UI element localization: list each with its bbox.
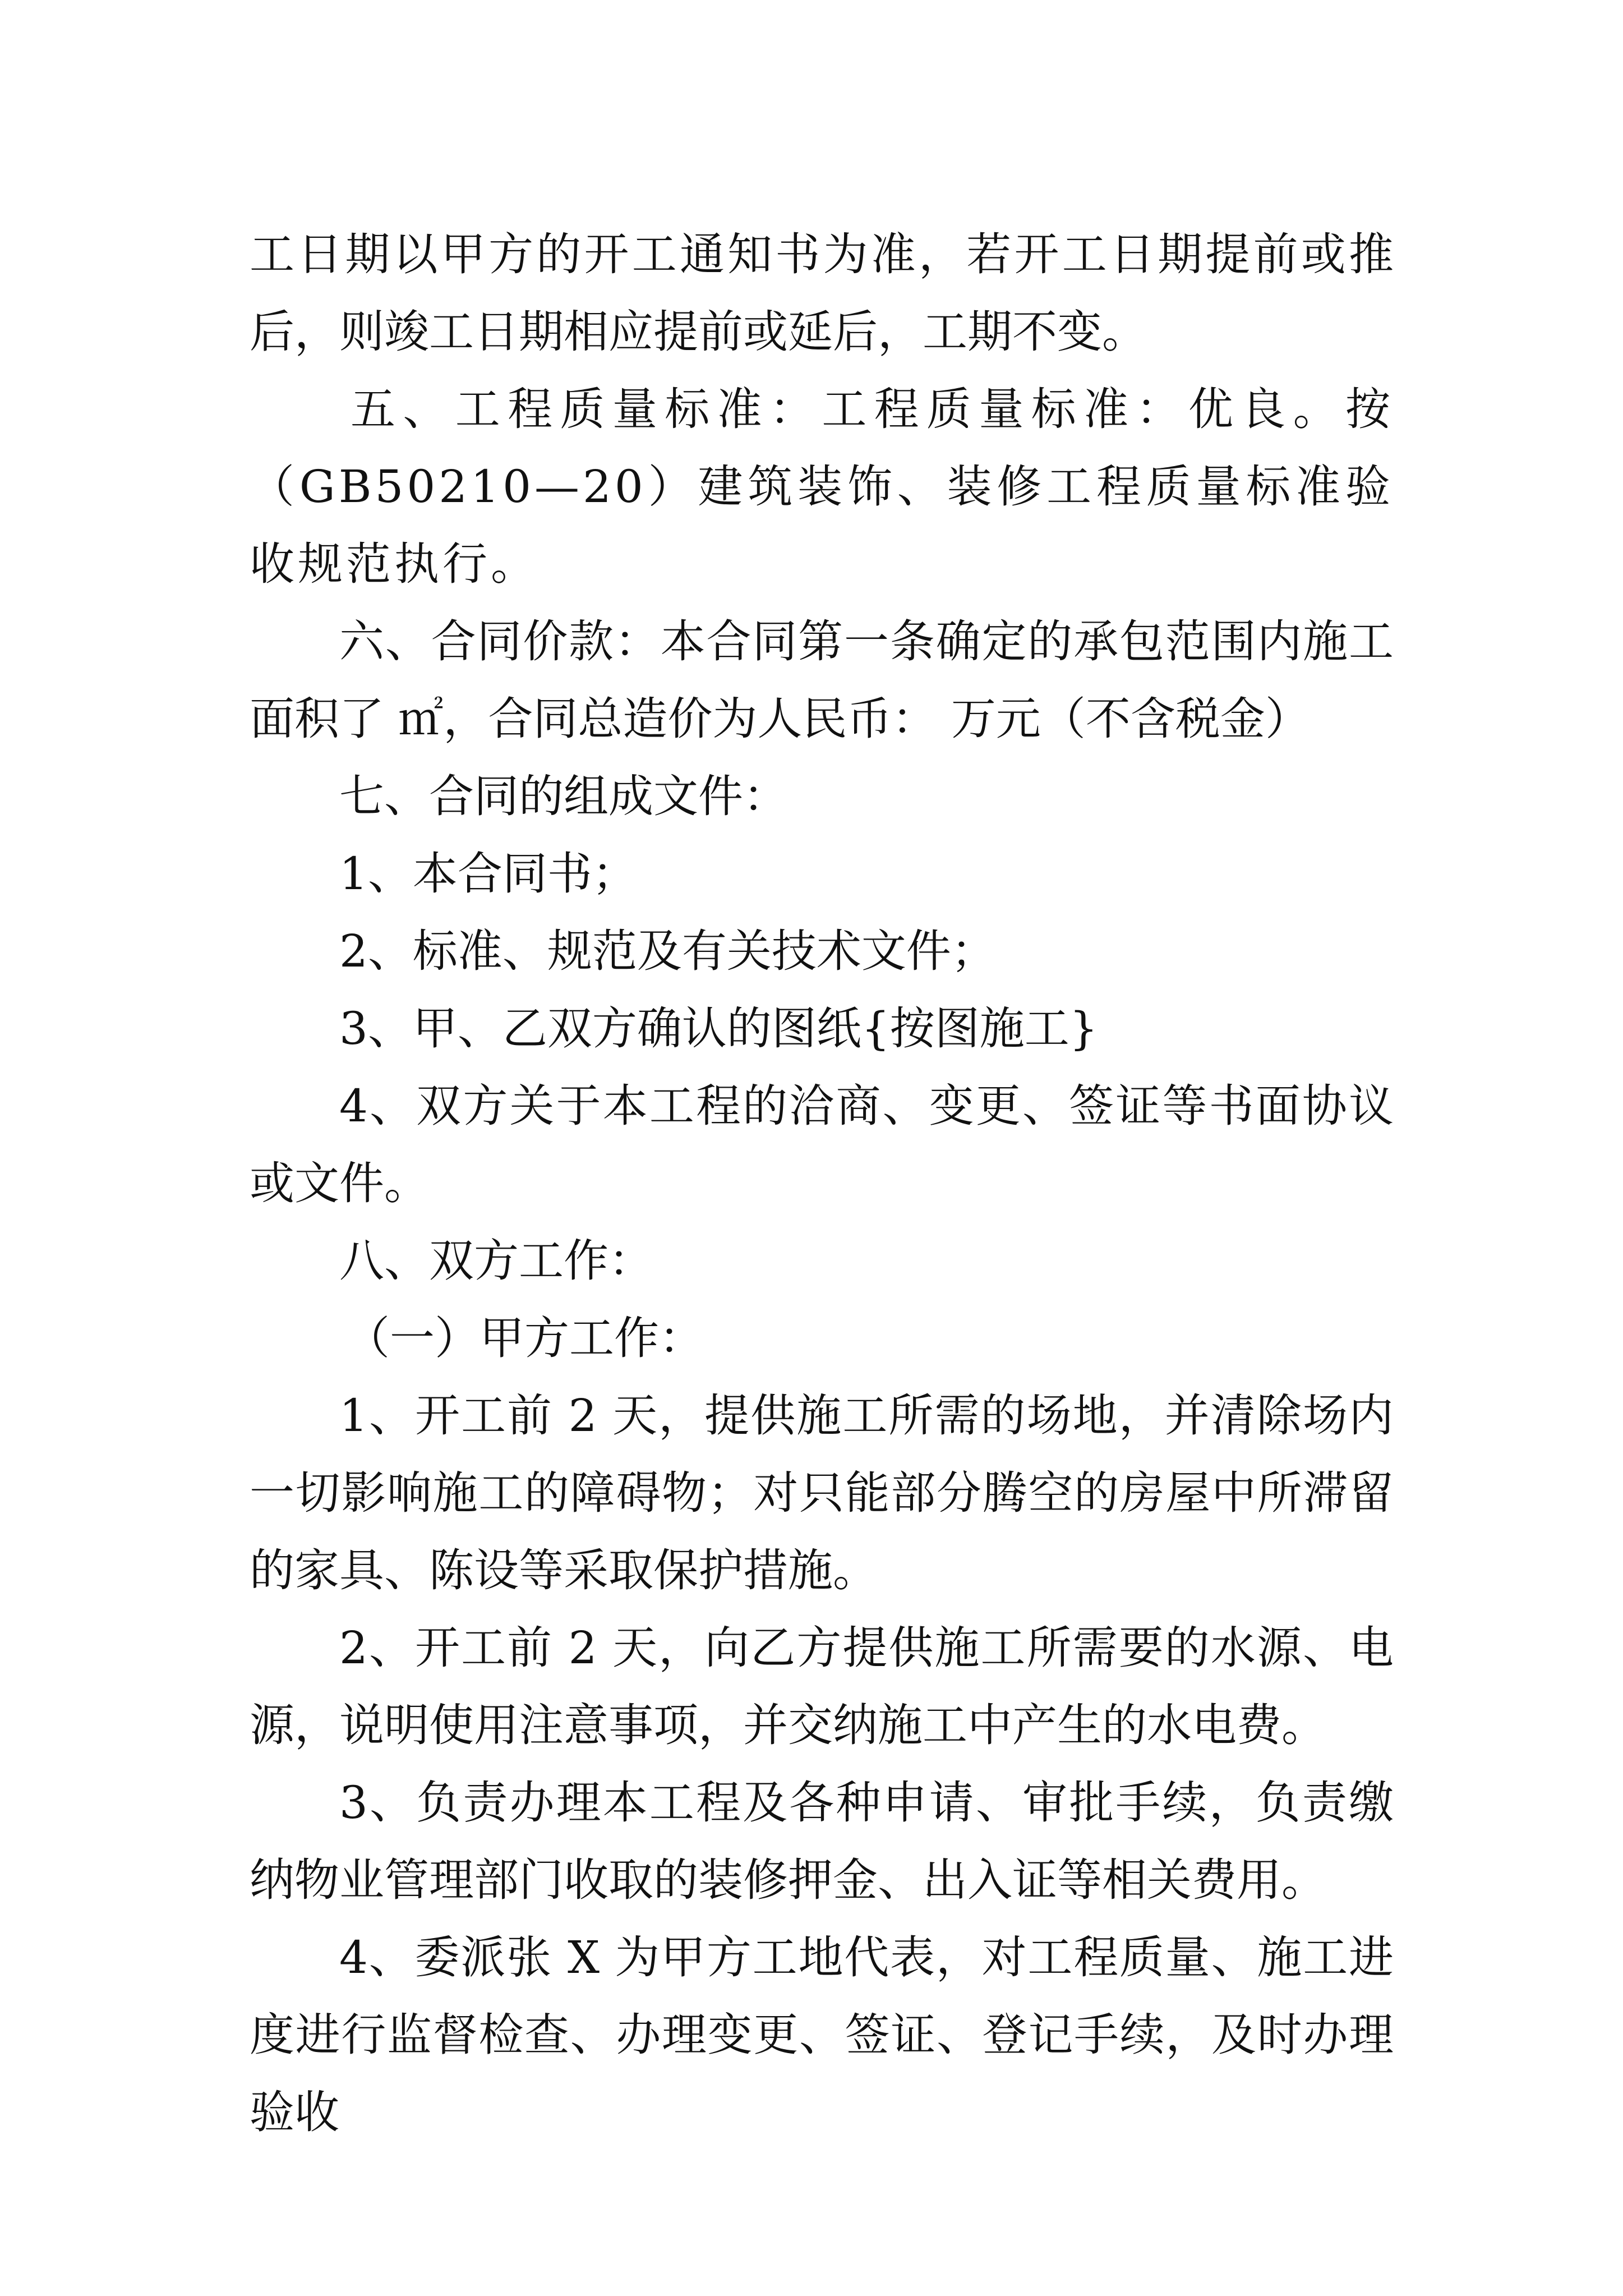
paragraph-contract-price: 六、合同价款：本合同第一条确定的承包范围内施工面积了 ㎡，合同总造价为人民币： 万元（不含税金）	[250, 615, 1394, 745]
paragraph-completion-date: 工日期以甲方的开工通知书为准，若开工日期提前或推后，则竣工日期相应提前或延后，工期不变。	[250, 228, 1394, 358]
party-a-duty-1: 1、开工前 2 天，提供施工所需的场地，并清除场内一切影响施工的障碍物；对只能部分腾空的房屋中所滞留的家具、陈设等采取保护措施。	[250, 1389, 1394, 1596]
party-a-duty-4: 4、委派张 X 为甲方工地代表，对工程质量、施工进度进行监督检查、办理变更、签证、登记手续，及时办理验收	[250, 1931, 1394, 2138]
paragraph-quality-standard: 五、工程质量标准：工程质量标准：优良。按（GB50210—20）建筑装饰、装修工程质量标准验收规范执行。	[250, 383, 1394, 590]
list-item-agreements: 4、双方关于本工程的洽商、变更、签证等书面协议或文件。	[250, 1080, 1394, 1209]
party-a-duty-3: 3、负责办理本工程及各种申请、审批手续，负责缴纳物业管理部门收取的装修押金、出入证等相关费用。	[250, 1777, 1394, 1906]
paragraph-duties-heading: 八、双方工作：	[339, 1235, 653, 1287]
contract-body	[250, 216, 1394, 2151]
list-item-standards: 2、标准、规范及有关技术文件；	[339, 925, 996, 977]
paragraph-party-a-heading: （一）甲方工作：	[345, 1312, 704, 1364]
list-item-contract-book: 1、本合同书；	[339, 848, 637, 900]
party-a-duty-2: 2、开工前 2 天，向乙方提供施工所需要的水源、电源，说明使用注意事项，并交纳施工中产生的水电费。	[250, 1622, 1394, 1751]
paragraph-contract-documents-heading: 七、合同的组成文件：	[339, 770, 788, 822]
list-item-drawings: 3、甲、乙双方确认的图纸{按图施工}	[339, 1002, 1098, 1055]
